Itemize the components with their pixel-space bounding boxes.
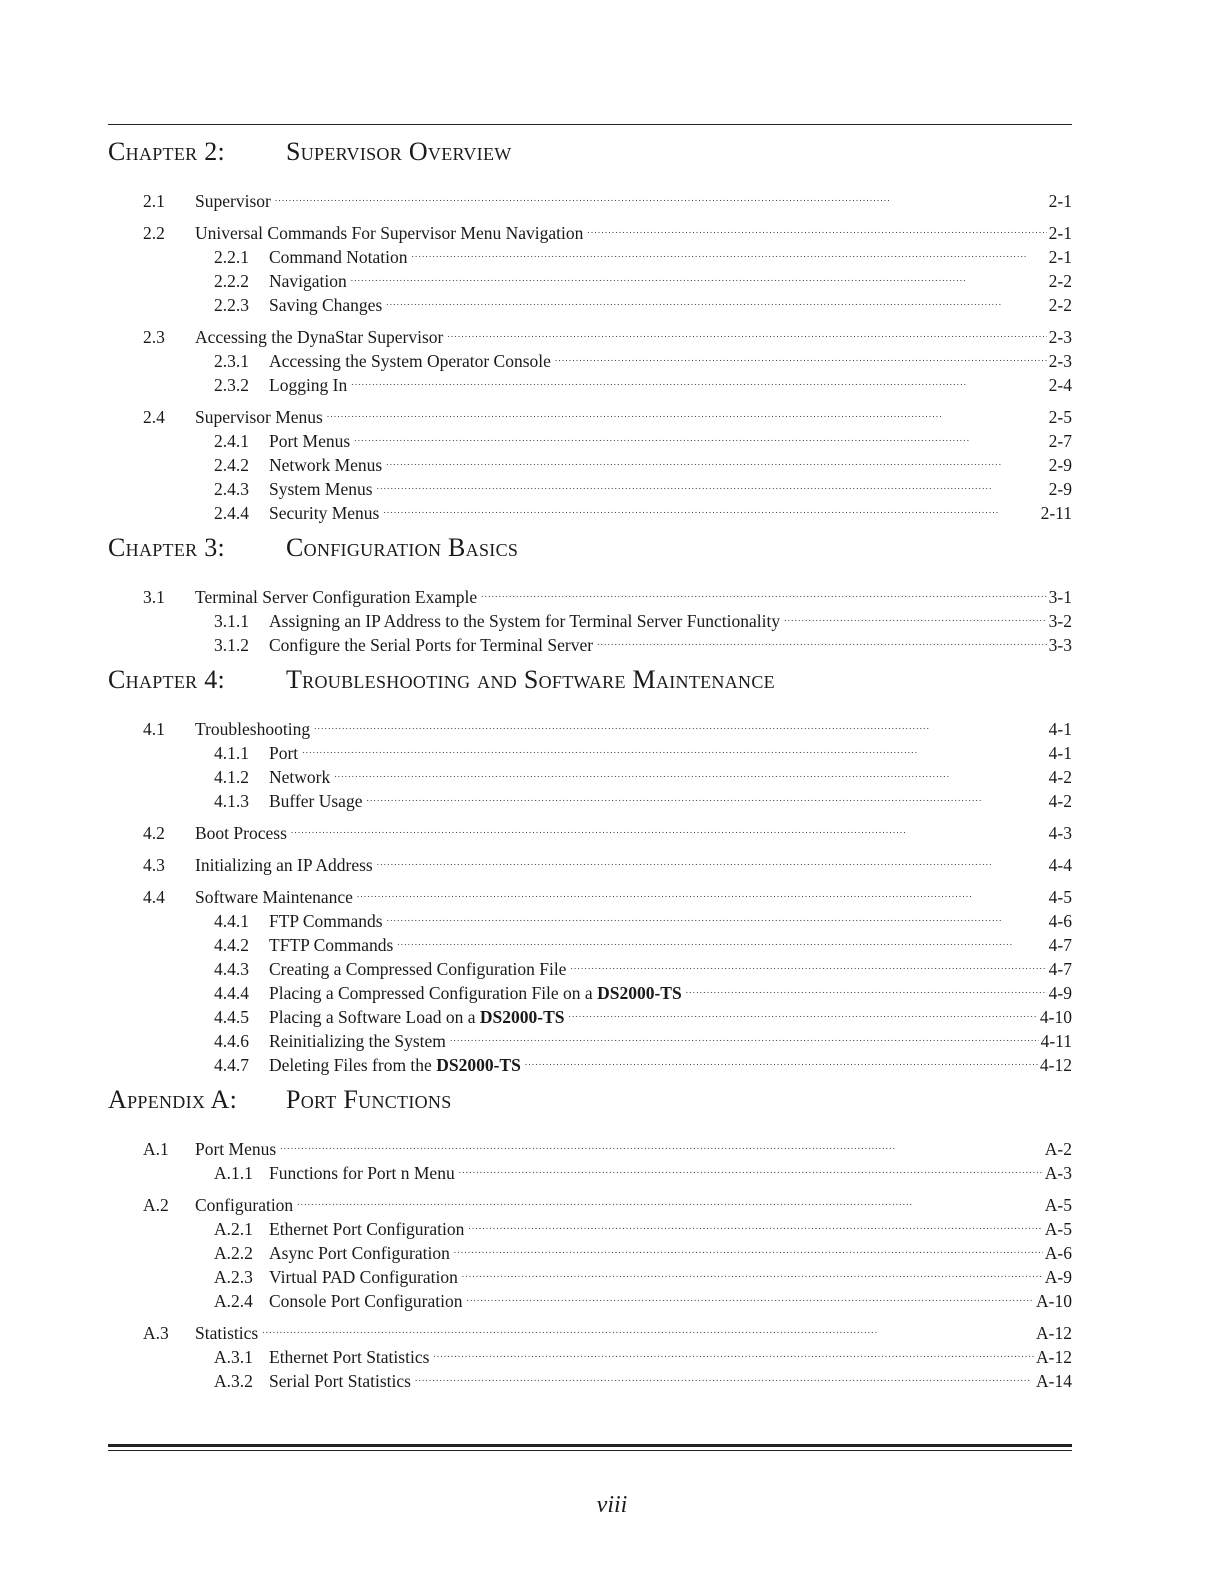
- dot-leader: [450, 1023, 1039, 1047]
- chapter-title: Troubleshooting and Software Maintenance: [286, 665, 775, 694]
- entry-title: [269, 1345, 433, 1369]
- entry-title: [269, 957, 570, 981]
- entry-number: 2.2.1: [214, 247, 249, 267]
- entry-page-number: 4-3: [1048, 823, 1072, 843]
- dot-leader: [291, 815, 1047, 839]
- entry-number: 4.2: [143, 823, 165, 843]
- entry-title-text: Buffer Usage: [269, 791, 363, 811]
- entry-number: A.2.4: [214, 1291, 253, 1311]
- dot-leader: [412, 239, 1047, 263]
- entry-number: A.2.1: [214, 1219, 253, 1239]
- dot-leader: [570, 951, 1046, 975]
- entry-number: 4.1: [143, 719, 165, 739]
- entry-number: A.1: [143, 1139, 169, 1159]
- entry-number: 4.4.1: [214, 911, 249, 931]
- dot-leader: [481, 579, 1047, 603]
- dot-leader: [383, 495, 1038, 519]
- entry-title: [195, 885, 357, 909]
- toc-group: [108, 1187, 1072, 1311]
- entry-number: A.2.2: [214, 1243, 253, 1263]
- top-rule: [108, 124, 1072, 125]
- entry-title: [195, 1137, 280, 1161]
- entry-title: [269, 765, 334, 789]
- entry-page-number: 2-2: [1048, 271, 1072, 291]
- entry-number: 4.4.4: [214, 983, 249, 1003]
- entry-number: 2.3: [143, 327, 165, 347]
- entry-title-text: Supervisor: [195, 191, 271, 211]
- dot-leader: [447, 319, 1046, 343]
- toc-section-entry[interactable]: [108, 815, 1072, 843]
- entry-number: 2.4.1: [214, 431, 249, 451]
- entry-title-text: Accessing the DynaStar Supervisor: [195, 327, 444, 347]
- dot-leader: [397, 927, 1046, 951]
- entry-number: 2.2.2: [214, 271, 249, 291]
- entry-title-text: Security Menus: [269, 503, 380, 523]
- entry-page-number: A-3: [1044, 1163, 1072, 1183]
- entry-page-number: 2-11: [1040, 503, 1072, 523]
- entry-title-text: Saving Changes: [269, 295, 383, 315]
- toc-group: [108, 319, 1072, 395]
- bottom-rule: [108, 1444, 1072, 1451]
- dot-leader: [597, 627, 1047, 651]
- entry-number: 4.1.2: [214, 767, 249, 787]
- dot-leader: [280, 1131, 1043, 1155]
- dot-leader: [462, 1259, 1043, 1283]
- entry-page-number: 2-1: [1048, 191, 1072, 211]
- dot-leader: [302, 735, 1046, 759]
- entry-title-text: Reinitializing the System: [269, 1031, 446, 1051]
- entry-title: [269, 269, 351, 293]
- entry-title: [269, 373, 351, 397]
- toc-group: [108, 815, 1072, 843]
- entry-title: [195, 585, 481, 609]
- entry-title: [269, 429, 354, 453]
- toc-group: [108, 215, 1072, 315]
- toc-section-entry[interactable]: [108, 215, 1072, 243]
- entry-number: 4.4.7: [214, 1055, 249, 1075]
- entry-page-number: A-14: [1036, 1371, 1072, 1391]
- dot-leader: [262, 1315, 1034, 1339]
- entry-title-text: Network Menus: [269, 455, 383, 475]
- toc-group: [108, 711, 1072, 811]
- entry-number: A.3.2: [214, 1371, 253, 1391]
- entry-title: [195, 1321, 262, 1345]
- dot-leader: [525, 1047, 1038, 1071]
- entry-title-text: System Menus: [269, 479, 373, 499]
- entry-page-number: A-2: [1044, 1139, 1072, 1159]
- entry-page-number: 2-1: [1048, 247, 1072, 267]
- entry-title: [269, 1053, 525, 1077]
- chapter-label: Chapter 3:: [108, 533, 226, 562]
- chapter-heading: [108, 137, 1072, 171]
- entry-title: [269, 933, 397, 957]
- entry-page-number: 4-7: [1048, 935, 1072, 955]
- dot-leader: [357, 879, 1047, 903]
- entry-number: 4.4.3: [214, 959, 249, 979]
- entry-title-text: Network: [269, 767, 331, 787]
- entry-title-text: Console Port Configuration: [269, 1291, 463, 1311]
- entry-title: [195, 189, 275, 213]
- entry-title-text: Functions for Port n Menu: [269, 1163, 455, 1183]
- entry-page-number: 2-5: [1048, 407, 1072, 427]
- entry-number: 4.1.1: [214, 743, 249, 763]
- chapter-section: [108, 1085, 1072, 1391]
- dot-leader: [466, 1283, 1034, 1307]
- entry-product-name: DS2000-TS: [436, 1055, 521, 1075]
- entry-page-number: 4-1: [1048, 743, 1072, 763]
- entry-title-text: Statistics: [195, 1323, 259, 1343]
- entry-number: A.2: [143, 1195, 169, 1215]
- entry-number: 2.3.1: [214, 351, 249, 371]
- entry-title-text: Placing a Software Load on a: [269, 1007, 476, 1027]
- toc-group: [108, 183, 1072, 211]
- dot-leader: [569, 999, 1038, 1023]
- entry-title-text: Universal Commands For Supervisor Menu Navigation: [195, 223, 584, 243]
- entry-number: 4.4.2: [214, 935, 249, 955]
- toc-group: [108, 847, 1072, 875]
- chapter-section: [108, 137, 1072, 523]
- entry-title: [269, 1289, 466, 1313]
- entry-page-number: A-12: [1036, 1347, 1072, 1367]
- entry-title-text: Terminal Server Configuration Example: [195, 587, 478, 607]
- dot-leader: [555, 343, 1047, 367]
- dot-leader: [415, 1363, 1034, 1387]
- dot-leader: [366, 783, 1046, 807]
- entry-page-number: 3-2: [1048, 611, 1072, 631]
- entry-title: [269, 1029, 450, 1053]
- entry-number: A.3: [143, 1323, 169, 1343]
- dot-leader: [377, 847, 1047, 871]
- entry-page-number: 4-6: [1048, 911, 1072, 931]
- entry-number: 3.1: [143, 587, 165, 607]
- entry-title: [269, 741, 302, 765]
- dot-leader: [386, 447, 1046, 471]
- entry-title-text: Supervisor Menus: [195, 407, 323, 427]
- entry-title-text: Async Port Configuration: [269, 1243, 450, 1263]
- toc-section-entry[interactable]: [108, 579, 1072, 607]
- entry-page-number: 3-1: [1048, 587, 1072, 607]
- entry-page-number: 2-9: [1048, 479, 1072, 499]
- entry-title: [269, 1265, 462, 1289]
- toc-section-entry[interactable]: [108, 319, 1072, 347]
- entry-page-number: 2-1: [1048, 223, 1072, 243]
- chapter-title: Supervisor Overview: [286, 137, 512, 166]
- entry-page-number: 4-2: [1048, 767, 1072, 787]
- entry-number: 2.4.4: [214, 503, 249, 523]
- entry-page-number: 2-3: [1048, 327, 1072, 347]
- entry-number: 2.2.3: [214, 295, 249, 315]
- table-of-contents: [108, 137, 1072, 1391]
- entry-number: 2.4.3: [214, 479, 249, 499]
- entry-title-text: Ethernet Port Statistics: [269, 1347, 430, 1367]
- dot-leader: [468, 1211, 1042, 1235]
- entry-number: 4.1.3: [214, 791, 249, 811]
- dot-leader: [354, 423, 1046, 447]
- toc-group: [108, 879, 1072, 1075]
- entry-title: [269, 789, 366, 813]
- entry-title: [195, 405, 327, 429]
- entry-title: [269, 453, 386, 477]
- toc-section-entry[interactable]: [108, 1187, 1072, 1215]
- entry-title-text: Configure the Serial Ports for Terminal Server: [269, 635, 594, 655]
- entry-title-text: Accessing the System Operator Console: [269, 351, 551, 371]
- dot-leader: [686, 975, 1047, 999]
- toc-section-entry[interactable]: [108, 711, 1072, 739]
- entry-number: 4.4.6: [214, 1031, 249, 1051]
- chapter-title: Configuration Basics: [286, 533, 519, 562]
- entry-number: A.1.1: [214, 1163, 253, 1183]
- entry-page-number: 4-9: [1048, 983, 1072, 1003]
- entry-number: 2.4.2: [214, 455, 249, 475]
- entry-title: [195, 1193, 297, 1217]
- chapter-label: Appendix A:: [108, 1085, 238, 1114]
- entry-number: 2.3.2: [214, 375, 249, 395]
- page-number: viii: [596, 1492, 628, 1518]
- entry-number: 4.4.5: [214, 1007, 249, 1027]
- dot-leader: [275, 183, 1047, 207]
- entry-number: 3.1.2: [214, 635, 249, 655]
- entry-title: [195, 717, 314, 741]
- chapter-heading: [108, 1085, 1072, 1119]
- entry-number: 4.4: [143, 887, 165, 907]
- entry-number: 3.1.1: [214, 611, 249, 631]
- entry-title: [269, 1217, 468, 1241]
- entry-number: 4.3: [143, 855, 165, 875]
- entry-title: [195, 821, 291, 845]
- toc-section-entry[interactable]: [108, 183, 1072, 211]
- entry-title: [269, 1369, 415, 1393]
- dot-leader: [433, 1339, 1034, 1363]
- chapter-heading: [108, 533, 1072, 567]
- entry-page-number: 4-11: [1040, 1031, 1072, 1051]
- entry-title: [195, 853, 377, 877]
- chapter-section: [108, 665, 1072, 1075]
- entry-title-text: Logging In: [269, 375, 348, 395]
- entry-number: 2.2: [143, 223, 165, 243]
- entry-title: [269, 1241, 454, 1265]
- entry-page-number: 2-3: [1048, 351, 1072, 371]
- dot-leader: [387, 903, 1047, 927]
- entry-title-text: Assigning an IP Address to the System for Terminal Server Functionality: [269, 611, 781, 631]
- entry-title-text: Configuration: [195, 1195, 294, 1215]
- toc-group: [108, 1315, 1072, 1391]
- entry-page-number: 2-7: [1048, 431, 1072, 451]
- entry-title-text: TFTP Commands: [269, 935, 394, 955]
- entry-title-text: Creating a Compressed Configuration File: [269, 959, 567, 979]
- entry-page-number: 3-3: [1048, 635, 1072, 655]
- entry-title: [195, 325, 447, 349]
- chapter-label: Chapter 2:: [108, 137, 226, 166]
- chapter-label: Chapter 4:: [108, 665, 226, 694]
- entry-number: 2.1: [143, 191, 165, 211]
- entry-title-text: Ethernet Port Configuration: [269, 1219, 465, 1239]
- toc-section-entry[interactable]: [108, 847, 1072, 875]
- dot-leader: [587, 215, 1046, 239]
- entry-page-number: 4-1: [1048, 719, 1072, 739]
- entry-page-number: A-5: [1044, 1195, 1072, 1215]
- entry-product-name: DS2000-TS: [479, 1007, 565, 1027]
- entry-title: [269, 1161, 459, 1185]
- entry-number: A.3.1: [214, 1347, 253, 1367]
- toc-group: [108, 1131, 1072, 1183]
- entry-number: 2.4: [143, 407, 165, 427]
- entry-title: [269, 477, 377, 501]
- entry-title-text: Boot Process: [195, 823, 287, 843]
- entry-page-number: 2-4: [1048, 375, 1072, 395]
- entry-page-number: 4-12: [1039, 1055, 1072, 1075]
- entry-title-text: Deleting Files from the: [269, 1055, 432, 1075]
- toc-group: [108, 399, 1072, 523]
- entry-page-number: 4-7: [1048, 959, 1072, 979]
- entry-page-number: 4-5: [1048, 887, 1072, 907]
- entry-title-text: Placing a Compressed Configuration File on a: [269, 983, 593, 1003]
- dot-leader: [334, 759, 1046, 783]
- entry-title: [269, 293, 386, 317]
- entry-title-text: FTP Commands: [269, 911, 383, 931]
- entry-product-name: DS2000-TS: [597, 983, 682, 1003]
- entry-title-text: Serial Port Statistics: [269, 1371, 411, 1391]
- dot-leader: [386, 287, 1046, 311]
- dot-leader: [351, 263, 1047, 287]
- toc-section-entry[interactable]: [108, 1131, 1072, 1159]
- entry-title-text: Port Menus: [195, 1139, 277, 1159]
- toc-page: [108, 124, 1072, 1395]
- chapter-heading: [108, 665, 1072, 699]
- dot-leader: [327, 399, 1047, 423]
- dot-leader: [297, 1187, 1043, 1211]
- entry-page-number: 4-2: [1048, 791, 1072, 811]
- toc-section-entry[interactable]: [108, 879, 1072, 907]
- entry-title-text: Port Menus: [269, 431, 351, 451]
- entry-title-text: Troubleshooting: [195, 719, 311, 739]
- entry-page-number: 4-10: [1039, 1007, 1072, 1027]
- entry-title-text: Navigation: [269, 271, 347, 291]
- entry-title: [269, 501, 383, 525]
- dot-leader: [459, 1155, 1043, 1179]
- entry-title: [269, 909, 387, 933]
- entry-title: [269, 633, 597, 657]
- entry-page-number: A-5: [1044, 1219, 1072, 1239]
- dot-leader: [314, 711, 1047, 735]
- chapter-section: [108, 533, 1072, 655]
- dot-leader: [377, 471, 1047, 495]
- dot-leader: [784, 603, 1047, 627]
- entry-title-text: Initializing an IP Address: [195, 855, 373, 875]
- entry-title-text: Virtual PAD Configuration: [269, 1267, 458, 1287]
- entry-page-number: A-9: [1044, 1267, 1072, 1287]
- chapter-title: Port Functions: [286, 1085, 452, 1114]
- entry-number: A.2.3: [214, 1267, 253, 1287]
- entry-title-text: Command Notation: [269, 247, 408, 267]
- entry-page-number: 4-4: [1048, 855, 1072, 875]
- dot-leader: [454, 1235, 1043, 1259]
- entry-page-number: A-12: [1036, 1323, 1072, 1343]
- entry-title-text: Software Maintenance: [195, 887, 353, 907]
- entry-page-number: 2-2: [1048, 295, 1072, 315]
- entry-page-number: A-6: [1044, 1243, 1072, 1263]
- entry-title-text: Port: [269, 743, 299, 763]
- toc-section-entry[interactable]: [108, 399, 1072, 427]
- toc-group: [108, 579, 1072, 655]
- toc-section-entry[interactable]: [108, 1315, 1072, 1343]
- entry-page-number: A-10: [1036, 1291, 1072, 1311]
- entry-page-number: 2-9: [1048, 455, 1072, 475]
- dot-leader: [351, 367, 1046, 391]
